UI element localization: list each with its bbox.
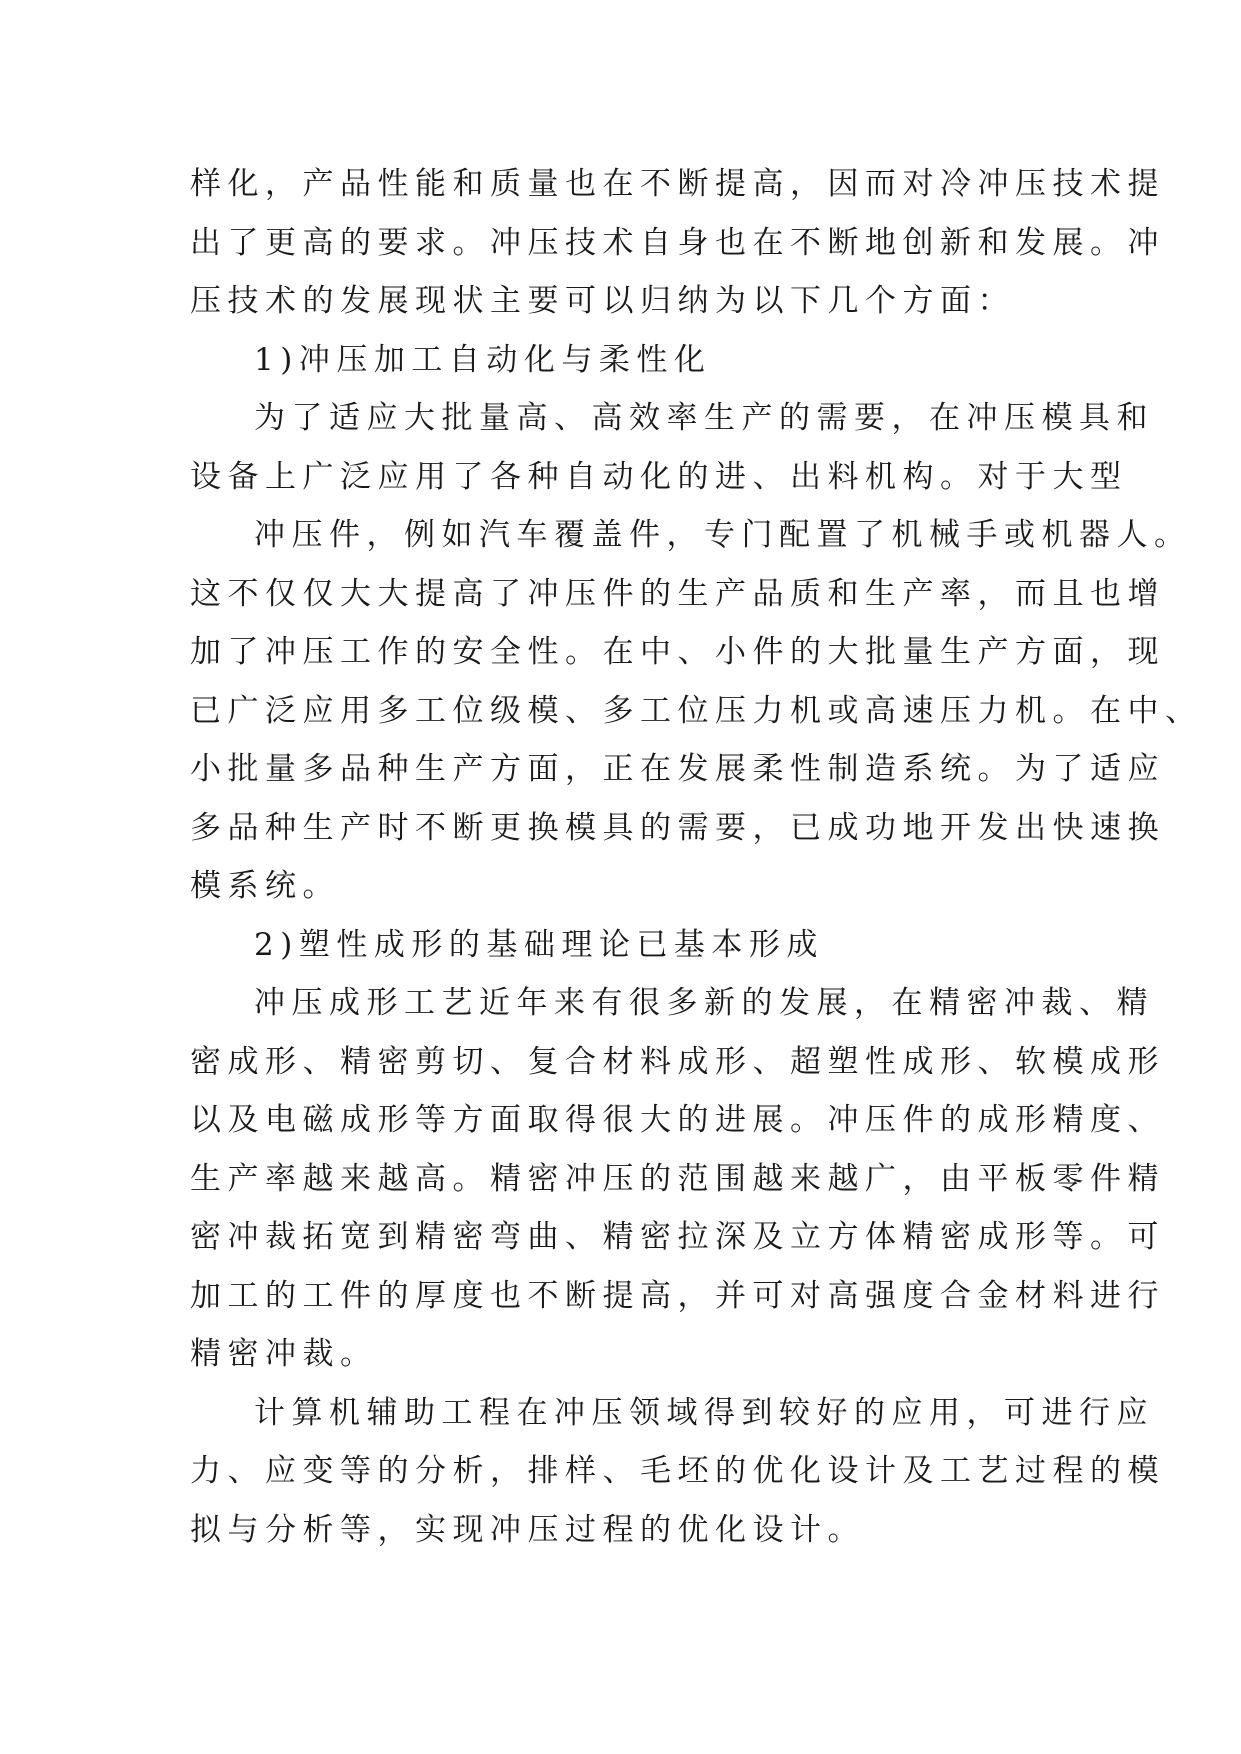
text-line: 以及电磁成形等方面取得很大的进展。冲压件的成形精度、 [190,1102,1165,1138]
text-line: 密冲裁拓宽到精密弯曲、精密拉深及立方体精密成形等。可 [190,1219,1165,1255]
text-line: 冲压成形工艺近年来有很多新的发展，在精密冲裁、精 [254,985,1154,1021]
text-line: 拟与分析等，实现冲压过程的优化设计。 [190,1511,865,1548]
section-heading-1: 1)冲压加工自动化与柔性化 [254,341,712,378]
text-line: 这不仅仅大大提高了冲压件的生产品质和生产率，而且也增 [190,575,1165,612]
text-line: 计算机辅助工程在冲压领域得到较好的应用，可进行应 [254,1394,1154,1431]
text-line: 密成形、精密剪切、复合材料成形、超塑性成形、软模成形 [190,1043,1165,1080]
text-line: 加了冲压工作的安全性。在中、小件的大批量生产方面，现 [190,634,1165,670]
text-line: 加工的工件的厚度也不断提高，并可对高强度合金材料进行 [190,1277,1165,1314]
text-line: 出了更高的要求。冲压技术自身也在不断地创新和发展。冲 [190,224,1165,261]
text-line: 模系统。 [190,868,340,904]
text-line: 精密冲裁。 [190,1336,378,1372]
text-line: 压技术的发展现状主要可以归纳为以下几个方面： [190,283,1015,319]
text-line: 已广泛应用多工位级模、多工位压力机或高速压力机。在中、 [190,692,1203,729]
text-line: 为了适应大批量高、高效率生产的需要，在冲压模具和 [254,400,1154,436]
text-line: 力、应变等的分析，排样、毛坯的优化设计及工艺过程的模 [190,1453,1165,1489]
text-line: 生产率越来越高。精密冲压的范围越来越广，由平板零件精 [190,1160,1165,1197]
text-line: 设备上广泛应用了各种自动化的进、出料机构。对于大型 [190,458,1128,495]
text-line: 小批量多品种生产方面，正在发展柔性制造系统。为了适应 [190,751,1165,787]
text-line: 冲压件，例如汽车覆盖件，专门配置了机械手或机器人。 [254,517,1192,553]
body-text [190,155,1203,1559]
section-heading-2: 2)塑性成形的基础理论已基本形成 [254,926,824,963]
text-line: 样化，产品性能和质量也在不断提高，因而对冷冲压技术提 [190,166,1165,202]
text-line: 多品种生产时不断更换模具的需要，已成功地开发出快速换 [190,809,1165,846]
